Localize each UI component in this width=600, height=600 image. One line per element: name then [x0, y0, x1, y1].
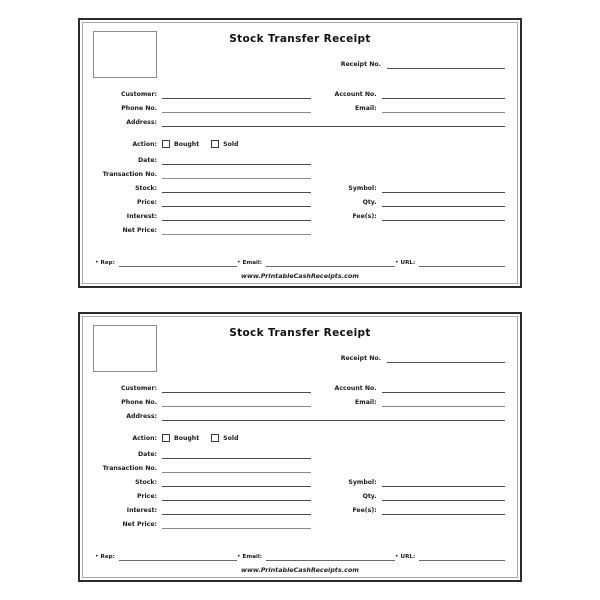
field-footer-email [237, 552, 395, 561]
row-address [95, 407, 505, 421]
transaction-no-label: Transaction No. [102, 171, 157, 178]
field-customer [95, 382, 311, 393]
row-price-qty [95, 193, 505, 207]
email-input[interactable] [382, 396, 505, 407]
phone-no-label: Phone No. [121, 105, 157, 112]
email-input[interactable] [382, 102, 505, 113]
rep-input[interactable] [119, 552, 237, 561]
receipt-footer [83, 258, 517, 280]
checkbox-sold-label: Sold [223, 140, 239, 148]
field-qty [315, 490, 505, 501]
row-net-price [95, 515, 505, 529]
url-label: URL: [400, 260, 416, 266]
net-price-label: Net Price: [122, 521, 157, 528]
stock-label: Stock: [135, 479, 157, 486]
checkbox-bought-label: Bought [174, 140, 200, 148]
row-customer-account [95, 85, 505, 99]
field-price [95, 196, 311, 207]
phone-no-input[interactable] [162, 102, 311, 113]
receipt-no-field [341, 59, 505, 69]
row-date [95, 151, 505, 165]
website-credit: www.PrintableCashReceipts.com [241, 566, 359, 574]
bullet-icon: • [237, 553, 241, 560]
action-label: Action: [132, 434, 157, 442]
account-no-input[interactable] [382, 88, 505, 99]
bullet-icon: • [95, 259, 99, 266]
field-symbol [315, 476, 505, 487]
row-stock-symbol [95, 179, 505, 193]
field-phone-no [95, 102, 311, 113]
row-phone-email [95, 393, 505, 407]
footer-email-label: Email: [242, 260, 263, 266]
receipt-inner-frame [82, 316, 518, 578]
phone-no-input[interactable] [162, 396, 311, 407]
interest-label: Interest: [126, 507, 157, 514]
fees-input[interactable] [382, 504, 505, 515]
field-transaction-no [95, 462, 311, 473]
field-email [315, 396, 505, 407]
price-input[interactable] [162, 196, 311, 207]
address-input[interactable] [162, 410, 505, 421]
receipt-card-1 [78, 18, 522, 288]
bullet-icon: • [395, 259, 399, 266]
receipt-header [83, 317, 517, 379]
page-title: Stock Transfer Receipt [229, 33, 371, 45]
rep-input[interactable] [119, 258, 237, 267]
field-footer-email [237, 258, 395, 267]
account-no-input[interactable] [382, 382, 505, 393]
fees-label: Fee(s): [352, 213, 377, 220]
footer-email-label: Email: [242, 554, 263, 560]
field-url [395, 258, 505, 267]
field-symbol [315, 182, 505, 193]
bullet-icon: • [237, 259, 241, 266]
symbol-label: Symbol: [348, 185, 377, 192]
bullet-icon: • [395, 553, 399, 560]
qty-label: Qty. [362, 493, 377, 500]
page-title: Stock Transfer Receipt [229, 327, 371, 339]
field-account-no [315, 88, 505, 99]
interest-label: Interest: [126, 213, 157, 220]
price-input[interactable] [162, 490, 311, 501]
field-account-no [315, 382, 505, 393]
bullet-icon: • [95, 553, 99, 560]
stock-input[interactable] [162, 182, 311, 193]
receipt-body [83, 85, 517, 235]
net-price-input[interactable] [162, 224, 311, 235]
footer-fields [83, 258, 517, 267]
checkbox-box-icon[interactable] [211, 140, 219, 148]
field-fees [315, 504, 505, 515]
row-action [95, 137, 505, 151]
address-input[interactable] [162, 116, 505, 127]
row-address [95, 113, 505, 127]
action-checkbox-group [162, 434, 238, 442]
customer-input[interactable] [162, 88, 311, 99]
row-action [95, 431, 505, 445]
transaction-no-input[interactable] [162, 168, 311, 179]
row-interest-fees [95, 207, 505, 221]
customer-label: Customer: [120, 385, 157, 392]
stock-input[interactable] [162, 476, 311, 487]
field-interest [95, 210, 311, 221]
email-label: Email: [355, 105, 377, 112]
date-input[interactable] [162, 154, 311, 165]
checkbox-box-icon[interactable] [162, 140, 170, 148]
receipt-header [83, 23, 517, 85]
checkbox-sold-label: Sold [223, 434, 239, 442]
field-net-price [95, 224, 311, 235]
receipt-card-2 [78, 312, 522, 582]
symbol-input[interactable] [382, 182, 505, 193]
transaction-no-label: Transaction No. [102, 465, 157, 472]
field-stock [95, 476, 311, 487]
receipt-footer [83, 552, 517, 574]
date-input[interactable] [162, 448, 311, 459]
url-input[interactable] [419, 258, 505, 267]
row-customer-account [95, 379, 505, 393]
price-label: Price: [136, 199, 157, 206]
field-rep [95, 258, 237, 267]
date-label: Date: [138, 451, 157, 458]
rep-label: Rep: [100, 260, 115, 266]
row-transaction-no [95, 165, 505, 179]
qty-label: Qty. [362, 199, 377, 206]
field-customer [95, 88, 311, 99]
row-price-qty [95, 487, 505, 501]
field-net-price [95, 518, 311, 529]
date-label: Date: [138, 157, 157, 164]
row-net-price [95, 221, 505, 235]
field-qty [315, 196, 505, 207]
field-date [95, 154, 311, 165]
fees-input[interactable] [382, 210, 505, 221]
net-price-input[interactable] [162, 518, 311, 529]
interest-input[interactable] [162, 504, 311, 515]
field-phone-no [95, 396, 311, 407]
action-checkbox-group [162, 140, 238, 148]
row-stock-symbol [95, 473, 505, 487]
price-label: Price: [136, 493, 157, 500]
row-interest-fees [95, 501, 505, 515]
field-price [95, 490, 311, 501]
field-date [95, 448, 311, 459]
field-fees [315, 210, 505, 221]
field-url [395, 552, 505, 561]
customer-input[interactable] [162, 382, 311, 393]
receipt-no-label: Receipt No. [340, 355, 381, 362]
row-date [95, 445, 505, 459]
address-label: Address: [126, 413, 157, 420]
website-credit: www.PrintableCashReceipts.com [241, 272, 359, 280]
action-label: Action: [132, 140, 157, 148]
interest-input[interactable] [162, 210, 311, 221]
url-label: URL: [400, 554, 416, 560]
customer-label: Customer: [120, 91, 157, 98]
checkbox-bought-label: Bought [174, 434, 200, 442]
row-transaction-no [95, 459, 505, 473]
email-label: Email: [355, 399, 377, 406]
footer-fields [83, 552, 517, 561]
checkbox-sold[interactable] [211, 140, 238, 148]
checkbox-bought[interactable] [162, 434, 199, 442]
receipt-no-field [341, 353, 505, 363]
account-no-label: Account No. [334, 91, 377, 98]
qty-input[interactable] [382, 196, 505, 207]
qty-input[interactable] [382, 490, 505, 501]
transaction-no-input[interactable] [162, 462, 311, 473]
receipt-no-input[interactable] [387, 353, 505, 363]
checkbox-box-icon[interactable] [211, 434, 219, 442]
fees-label: Fee(s): [352, 507, 377, 514]
checkbox-sold[interactable] [211, 434, 238, 442]
row-phone-email [95, 99, 505, 113]
symbol-label: Symbol: [348, 479, 377, 486]
url-input[interactable] [419, 552, 505, 561]
address-label: Address: [126, 119, 157, 126]
receipt-no-label: Receipt No. [340, 61, 381, 68]
phone-no-label: Phone No. [121, 399, 157, 406]
receipt-body [83, 379, 517, 529]
account-no-label: Account No. [334, 385, 377, 392]
symbol-input[interactable] [382, 476, 505, 487]
field-rep [95, 552, 237, 561]
checkbox-bought[interactable] [162, 140, 199, 148]
receipt-no-input[interactable] [387, 59, 505, 69]
field-interest [95, 504, 311, 515]
footer-email-input[interactable] [266, 552, 395, 561]
field-email [315, 102, 505, 113]
receipt-inner-frame [82, 22, 518, 284]
stock-label: Stock: [135, 185, 157, 192]
field-stock [95, 182, 311, 193]
footer-email-input[interactable] [266, 258, 395, 267]
field-transaction-no [95, 168, 311, 179]
net-price-label: Net Price: [122, 227, 157, 234]
checkbox-box-icon[interactable] [162, 434, 170, 442]
rep-label: Rep: [100, 554, 115, 560]
